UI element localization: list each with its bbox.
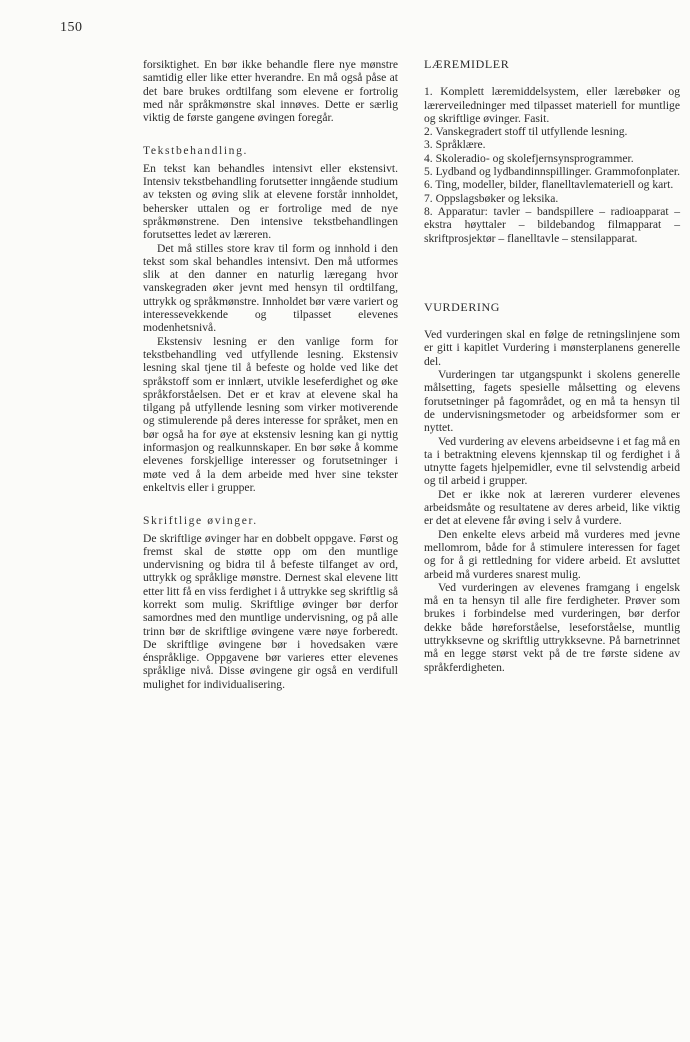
left-column	[143, 58, 398, 691]
section-title-skriftlige-ovinger: Skriftlige øvinger.	[143, 514, 258, 528]
paragraph: Vurderingen tar utgangspunkt i skolens generelle målsetting, fagets spesielle målsetting og elevens forutsetninger på fagområdet, og en må ta hensyn til de undervisningsmetoder og arbeidsformer som er nyttet.	[424, 368, 680, 435]
paragraph: De skriftlige øvinger har en dobbelt oppgave. Først og fremst skal de støtte opp om den muntlige undervisning og bidra til å befeste tilfanget av ord, uttrykk og språklige mønstre. Dernest skal elevene litt etter litt få en viss ferdighet i å uttrykke seg skriftlig så korrekt som mulig. Skriftlige øvinger bør derfor samordnes med den muntlige undervisning, og på alle trinn bør de skriftlige øvingene være nøye forberedt. De skriftlige øvingene bør i hovedsaken være énspråklige. Oppgavene bør varieres etter elevenes språklige nivå. Disse øvingene gir også en verdifull mulighet for individualisering.	[143, 531, 398, 691]
list-item: 1. Komplett læremiddelsystem, eller lærebøker og lærerveiledninger med tilpasset materiell for muntlige og skriftlige øvinger. Fasit.	[424, 85, 680, 125]
list-item: 7. Oppslagsbøker og leksika.	[424, 191, 559, 205]
paragraph: Ved vurdering av elevens arbeidsevne i et fag må en ta i betraktning elevens kjennskap til og ferdighet i å utnytte fagets hjelpemidler, evne til selvstendig arbeid og til arbeid i grupper.	[424, 434, 680, 488]
paragraph: Ved vurderingen av elevenes framgang i engelsk må en ta hensyn til alle fire ferdigheter. Prøver som brukes i forbindelse med vurderingen, bør derfor dekke både hørеforståelse, leseforståelse, muntlig uttrykksevne og skriftlig uttrykksevne. På barnetrinnet må en legge størst vekt på de tre første sidene av språkferdigheten.	[424, 580, 680, 674]
list-item: 6. Ting, modeller, bilder, flanelltavlemateriell og kart.	[424, 178, 674, 192]
list-item: 2. Vanskegradert stoff til utfyllende lesning.	[424, 125, 628, 139]
page-number: 150	[60, 20, 83, 35]
list-item: 4. Skoleradio- og skolefjernsynsprogrammer.	[424, 151, 634, 165]
intro-paragraph: forsiktighet. En bør ikke behandle flere nye mønstre samtidig eller like etter hverandre. En må også påse at det bare brukes ordtilfang som elevene er fortrolig med når språkmønstre skal innøves. Dette er særlig viktig de første gangene øvingen foregår.	[143, 58, 398, 125]
paragraph: Den enkelte elevs arbeid må vurderes med jevne mellomrom, både for å stimulere interessen for faget og for å gi rettledning for videre arbeid. Et avsluttet arbeid må vurderes snarest mulig.	[424, 527, 680, 581]
list-item: 3. Språklære.	[424, 138, 486, 152]
paragraph: Det må stilles store krav til form og innhold i den tekst som skal behandles intensivt. Den må utformes slik at den danner en naturlig læregang hvor vanskegraden øker jevnt med hensyn til ordtilfang, uttrykk og språkmønstre. Innholdet bør være variert og interessevekkende og tilpasset elevenes modenhetsnivå.	[143, 241, 399, 335]
paragraph: Ved vurderingen skal en følge de retningslinjene som er gitt i kapitlet Vurdering i mønsterplanens generelle del.	[424, 328, 680, 368]
paragraph: Det er ikke nok at læreren vurderer elevenes arbeidsmåte og resultatene av deres arbeid, like viktig er det at elevene får øving i selv å vurdere.	[424, 487, 680, 528]
paragraph: En tekst kan behandles intensivt eller ekstensivt. Intensiv tekstbehandling forutsetter inngående studium av teksten og øving slik at elevene forstår innholdet, behersker uttalen og er fortrolige med de nye språkmønstrene. Den intensive tekstbehandlingen forutsettes ledet av læreren.	[143, 161, 399, 242]
section-title-vurdering: VURDERING	[424, 299, 501, 314]
list-item: 5. Lydband og lydbandinnspillinger. Grammofonplater.	[424, 165, 680, 179]
list-item: 8. Apparatur: tavler – bandspillere – radioapparat – ekstra høyttaler – bildebandog filmapparat – skriftprosjektør – flanelltavle – stensilapparat.	[424, 204, 680, 245]
section-title-tekstbehandling: Tekstbehandling.	[143, 144, 248, 158]
paragraph: Ekstensiv lesning er den vanlige form for tekstbehandling ved utfyllende lesning. Ekstensiv lesning skal tjene til å befeste og holde ved like det språkstoff som er innlært, utvikle leseferdighet og øke språkforståelsen. Det er et krav at elevene skal ha tilgang på utfyllende lesning som virker motiverende og stimulerende på deres interesse for språket, men en bør også ha for øye at ekstensiv lesning kan gi nyttig informasjon og realkunnskaper. En bør søke å komme elevenes forskjellige interesser og forutsetninger i møte ved å la dem arbeide med hver sine tekster enkeltvis eller i grupper.	[143, 334, 398, 494]
section-title-laeremidler: LÆREMIDLER	[424, 57, 510, 71]
right-column	[424, 58, 680, 674]
